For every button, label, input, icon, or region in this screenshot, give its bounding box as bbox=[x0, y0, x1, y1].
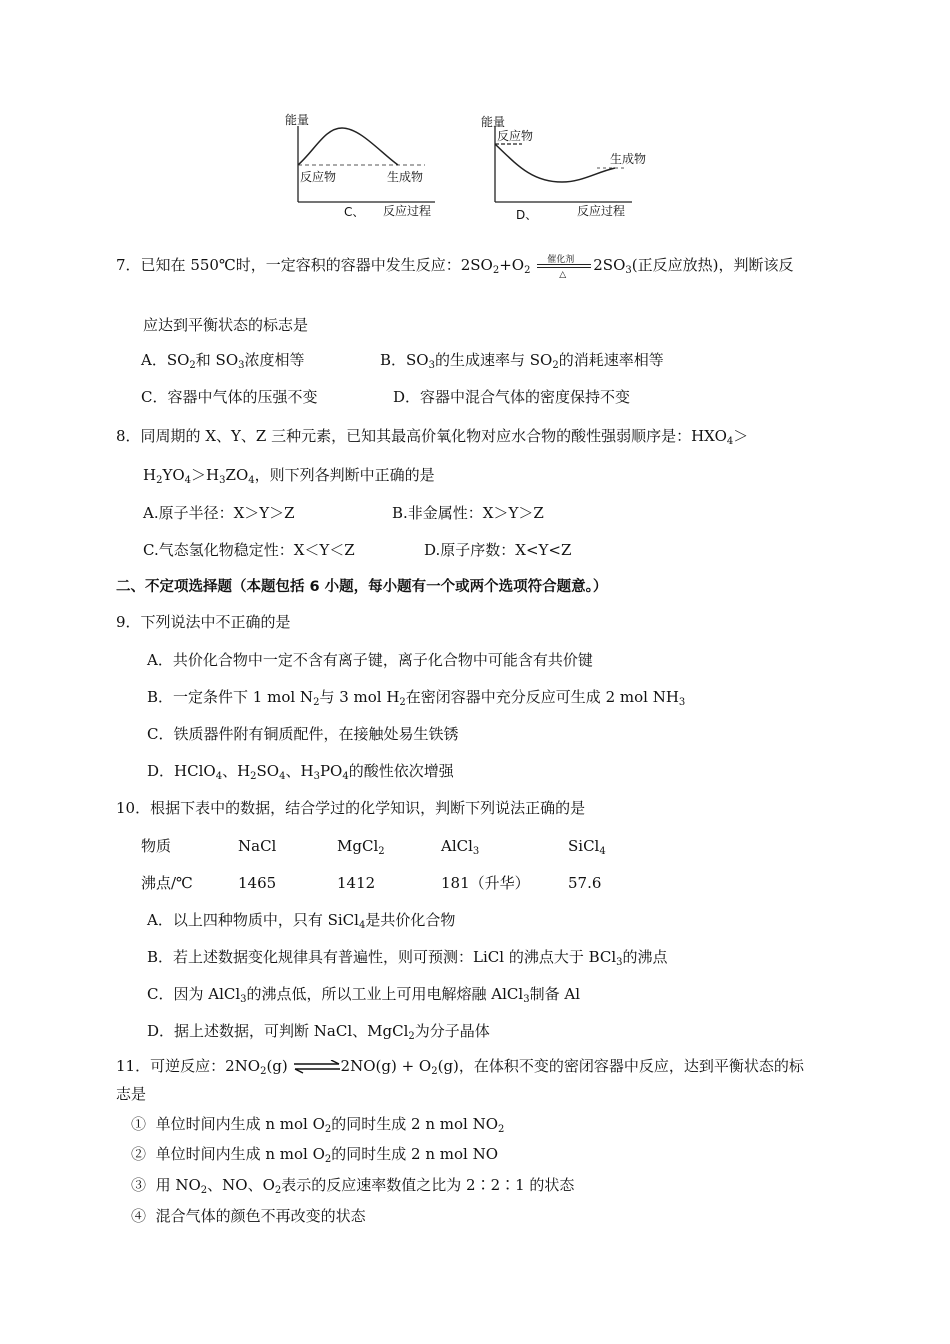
diagram-c-product: 生成物 bbox=[387, 170, 424, 184]
q11-item-1: ① 单位时间内生成 n mol $O_2$的同时生成 2 n mol $NO_2$ bbox=[131, 1115, 505, 1135]
table-cell-nacl-bp: 1465 bbox=[238, 874, 277, 892]
q8-option-c: C.气态氢化物稳定性：X＜Y＜Z bbox=[143, 541, 355, 559]
q8-option-a: A.原子半径：X＞Y＞Z bbox=[143, 504, 295, 522]
q7-stem: 7．已知在 550℃时，一定容积的容器中发生反应：$2SO_2+O_2$ 催化剂 △ $2SO_3$(正反应放热)，判断该反 bbox=[116, 255, 794, 280]
catalyst-arrow: 催化剂 △ bbox=[535, 256, 593, 276]
q9-option-c: C．铁质器件附有铜质配件，在接触处易生铁锈 bbox=[147, 725, 459, 743]
diagram-d-reactant: 反应物 bbox=[497, 129, 534, 143]
table-cell-sicl4-bp: 57.6 bbox=[568, 874, 602, 892]
q7-stem-line2: 应达到平衡状态的标志是 bbox=[143, 316, 309, 334]
q7-option-a: A．$SO_2$和 $SO_3$浓度相等 bbox=[141, 351, 305, 371]
q7-option-c: C．容器中气体的压强不变 bbox=[141, 388, 318, 406]
diagram-c-y-label: 能量 bbox=[285, 113, 310, 127]
q9-option-d: D．HClO$_4$、$H_2SO_4$、$H_3PO_4$的酸性依次增强 bbox=[147, 762, 454, 782]
q7-option-b: B．$SO_3$的生成速率与 $SO_2$的消耗速率相等 bbox=[380, 351, 664, 371]
q7-option-d: D．容器中混合气体的密度保持不变 bbox=[393, 388, 631, 406]
diagram-d-product: 生成物 bbox=[610, 152, 647, 166]
table-header-mgcl2: MgCl$_2$ bbox=[337, 837, 385, 857]
table-header-sicl4: SiCl$_4$ bbox=[568, 837, 606, 857]
equilibrium-arrow-icon bbox=[293, 1060, 341, 1074]
energy-curve bbox=[298, 128, 398, 165]
table-header-nacl: NaCl bbox=[238, 837, 277, 855]
q10-option-b: B．若上述数据变化规律具有普遍性，则可预测：LiCl 的沸点大于 BCl$_3$的沸点 bbox=[147, 948, 668, 968]
q8-option-d: D.原子序数：X<Y<Z bbox=[424, 541, 572, 559]
q9-option-a: A．共价化合物中一定不含有离子键，离子化合物中可能含有共价键 bbox=[147, 651, 593, 669]
diagram-c-x-label: 反应过程 bbox=[383, 204, 432, 218]
energy-curve bbox=[495, 144, 615, 182]
table-header-substance: 物质 bbox=[141, 837, 172, 855]
q9-stem: 9．下列说法中不正确的是 bbox=[116, 613, 291, 631]
table-cell-mgcl2-bp: 1412 bbox=[337, 874, 376, 892]
q10-option-a: A．以上四种物质中，只有 SiCl$_4$是共价化合物 bbox=[147, 911, 456, 931]
q8-stem-line2: $H_2YO_4>H_3ZO_4$，则下列各判断中正确的是 bbox=[143, 466, 435, 486]
q11-item-2: ② 单位时间内生成 n mol $O_2$的同时生成 2 n mol NO bbox=[131, 1145, 499, 1165]
diagram-d-y-label: 能量 bbox=[481, 115, 506, 129]
table-cell-alcl3-bp: 181（升华） bbox=[441, 874, 530, 892]
q8-option-b: B.非金属性：X＞Y＞Z bbox=[392, 504, 544, 522]
q10-option-c: C．因为 AlCl$_3$的沸点低，所以工业上可用电解熔融 AlCl$_3$制备 Al bbox=[147, 985, 580, 1005]
q11-stem-line2: 志是 bbox=[116, 1085, 147, 1103]
q10-stem: 10．根据下表中的数据，结合学过的化学知识，判断下列说法正确的是 bbox=[116, 799, 586, 817]
diagram-d-letter: D、 bbox=[516, 208, 538, 222]
table-row-label-bp: 沸点/℃ bbox=[141, 874, 193, 892]
q11-item-4: ④ 混合气体的颜色不再改变的状态 bbox=[131, 1207, 366, 1225]
table-header-alcl3: AlCl$_3$ bbox=[441, 837, 480, 857]
q10-option-d: D．据上述数据，可判断 NaCl、MgCl$_2$为分子晶体 bbox=[147, 1022, 490, 1042]
diagram-d-x-label: 反应过程 bbox=[577, 204, 626, 218]
diagram-c-reactant: 反应物 bbox=[300, 170, 337, 184]
q8-stem: 8．同周期的 X、Y、Z 三种元素，已知其最高价氧化物对应水合物的酸性强弱顺序是：$HXO_4>$ bbox=[116, 427, 749, 447]
q9-option-b: B．一定条件下 1 mol $N_2$与 3 mol $H_2$在密闭容器中充分反应可生成 2 mol $NH_3$ bbox=[147, 688, 686, 708]
q11-item-3: ③ 用 $NO_2$、NO、$O_2$表示的反应速率数值之比为 2∶2∶1 的状态 bbox=[131, 1176, 575, 1196]
diagram-c-letter: C、 bbox=[344, 205, 365, 219]
section-2-heading: 二、不定项选择题（本题包括 6 小题，每小题有一个或两个选项符合题意。） bbox=[116, 579, 608, 595]
q11-stem: 11．可逆反应：$2NO_2(g) 2NO(g) + O_2(g)$，在体积不变的密闭容器中反应，达到平衡状态的标 bbox=[116, 1057, 804, 1077]
